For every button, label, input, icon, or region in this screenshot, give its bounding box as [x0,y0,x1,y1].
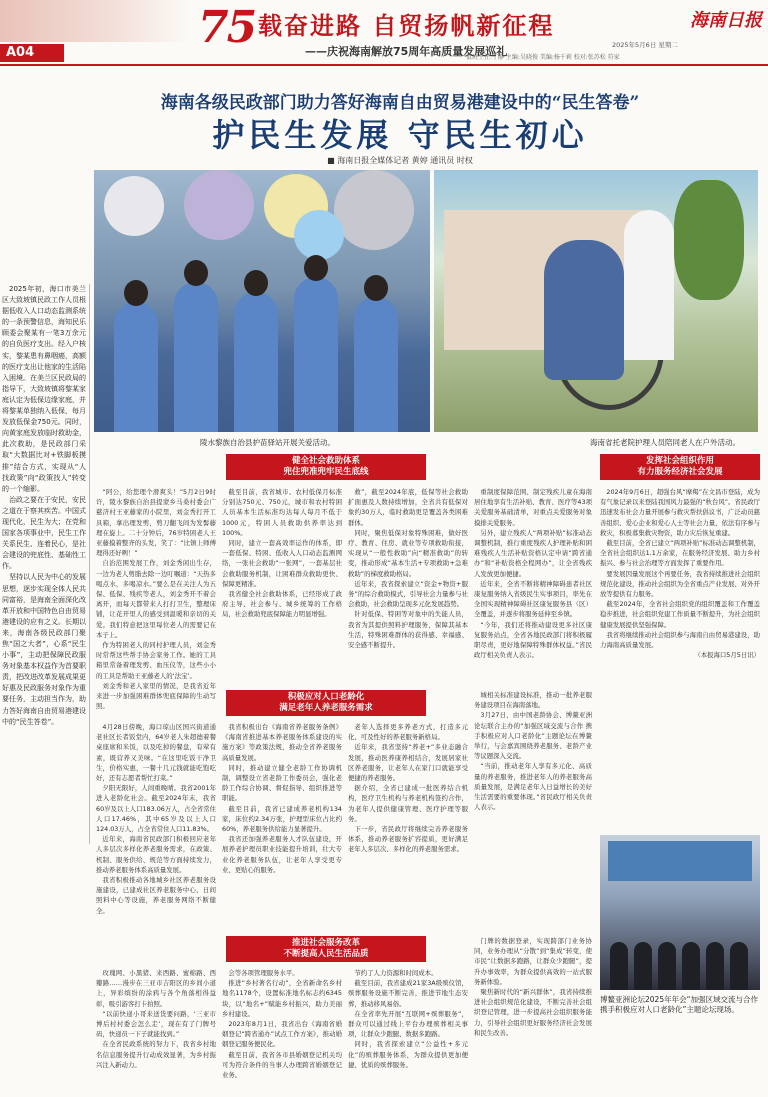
body-paragraph: 截至2024年，全省社会组织党的组织覆盖和工作覆盖稳步推进，社会组织党建工作质量不断提升，为社会组织健康发展提供坚强保障。 [600,600,760,629]
body-paragraph: 4月28日傍晚，海口琼山区国兴街道通老社区长者饭堂内，64岁老人朱超德着餐桌座席和米饭，以及吃掉的餐盘，有荤有素，既营养又美味。“在这里吃饭干净卫生，价格实惠，一餐十几元钱就能吃饱吃好，还有志愿者帮忙打菜。” [96,723,216,783]
body-paragraph: 同时，推动建立健全老龄工作协调机制，调整设立省老龄工作委员会，强化老龄工作综合协调、督促指导、组织推进等职能。 [222,763,342,803]
body-paragraph: 玫瑰网、小黑猪、来西路、蜜棉路、西瓣路……漫步在三亚市吉阳区的乡间小道上，异彩缤纷的涂鸦与各个角落相得益彰，吸引游客打卡拍照。 [96,969,216,1008]
body-paragraph: 聚焦新时代的“新兴群体”，我省持续推进社会组织规范化建设，不断完善社会组织登记管理，进一步提高社会组织服务能力，引导社会组织更好服务经济社会发展和民生改善。 [474,988,592,1037]
elderly-person-figure [544,240,624,380]
body-paragraph: 作为特困老人的同村护理人员，刘金秀时常帮这些帮手协会家务工作。她的工具箱里常备着理发剪、血压仪等，这些小小的工具是帮助王亚藤老人的‘法宝’。 [96,641,216,680]
body-paragraph: 救”，截至2024年底，低保等社会救助扩面惠及人数持续增加，全省共有低保对象约30万人，临时救助更是覆盖各类困难群体。 [348,488,468,527]
section-header-aging [226,690,426,716]
newspaper-logo: 海南日报 [690,10,762,31]
body-paragraph: 近年来，我省探索建立“资金+物资+服务”的综合救助模式，引导社会力量参与社会救助，社会救助呈现多元化发展趋势。 [348,579,468,609]
section-title: 积极应对人口老龄化 [287,692,365,702]
body-paragraph: 针对低保、特困等对象中的失能人员，我省为其提供照料护理服务，保障其基本生活，特殊困难群体的获得感、幸福感、安全感不断提升。 [348,610,468,650]
balloon [294,210,344,260]
body-paragraph: 在全省民政系统的努力下，我省乡村地名信息服务提升行动成效显著，为乡村振兴注入新动力。 [96,1040,216,1069]
photo-elderly-care [434,170,758,432]
body-paragraph: 刘金秀和老人家里的情况，是我省近年来进一步加强困难群体兜底保障的生动写照。 [96,681,216,711]
tree-shape [674,180,744,300]
body-paragraph: 要发展因量发展这个再要任务，我省持续推进社会组织规范化建设，推动社会组织为全省重点产业发展、对外开放等提供有力服务。 [600,569,760,599]
photo-forum [600,835,760,990]
editorial-staff: 值班主任:丁静 主编:吴晓俊 美编:杨千莉 校对:张苏松 符家 [466,54,620,61]
page-number: A04 [0,44,64,62]
column-divider [89,284,90,844]
lead-paragraph: 坚持以人民为中心的发展思想，逐步实现全体人民共同富裕，是海南全面深化改革开放和中国特色自由贸易港建设的应有之义。长期以来，海南各级民政部门聚焦“国之大者”，心系“民生小事”，主动把保障民政服务对象基本权益作为首要职责，把改进改革发展成果更好惠及民政服务对象作为重要任务，主动担当作为，助力答好海南自由贸易港建设中的“民生答卷”。 [2,573,86,726]
body-paragraph: 同时，我省探索建立“公益性+多元化”的殡葬服务体系，为群众提供更加便捷、优质的殡葬服务。 [348,1040,468,1069]
child-figure [114,302,158,432]
body-paragraph: 截至目前，我省已建成养老机构134家，床位约2.34万张，护理型床位占比约60%，养老服务供给能力显著提升。 [222,804,342,834]
article-byline: ■ 海南日报全媒体记者 黄婷 通讯员 时权 [327,156,473,165]
body-paragraph: 另外，建立残疾人“两项补贴”标准动态调整机制，推行重度残疾人护理补贴和困难残疾人生活补贴资格认定申请“跨省通办”和“补贴资格全程网办”，让全省残疾人发放更加便捷。 [474,528,592,578]
child-figure [174,282,218,432]
body-paragraph: 在全省率先开展“互联网+殡葬服务”，群众可以通过线上平台办理殡葬相关事项，让群众少跑腿、数据多跑路。 [348,1009,468,1039]
body-paragraph: 老年人选择更多养老方式，打造多元化、可及性好的养老服务新格局。 [348,723,468,742]
section-body [96,487,216,711]
section-title: 发挥社会组织作用 [645,456,714,466]
person-figure [730,942,748,990]
section-body [222,487,342,673]
child-figure [354,297,398,432]
person-figure [658,942,676,990]
body-paragraph: 门牌的数据登录，实现跨部门业务协同，业务办理从“分散”到“集成”转变，使市民“让数据多跑路，让群众少跑腿”，提升办事效率，为群众提供高效的一站式服务新体验。 [474,937,592,986]
body-paragraph: 同时，聚焦低保对象特殊困难，做好医疗、教育、住房、就业等专项救助衔接，实现从“一般性救助”向“精准救助”的转变，推动形成“基本生活+专项救助+急难救助”的梯度救助格局。 [348,528,468,578]
body-paragraph: “阿公，给您理个滑爽头！”5月2日9时许，陵水黎族自治县提蒙乡马桑村委会广慈济村王亚藤家的小院里，刘金秀打开工具箱，拿出理发剪，剪刀翻飞间为发髻藤理在旋上。二十分钟后，76岁特困老人王亚藤摸着整齐的头发，笑了：“比镇上师傅理得还好咧！” [96,488,216,558]
body-paragraph: 推进“乡村著名行动”，全省新命名乡村地名1178个，设置标准地名标志约6345块，以“地名+”赋能乡村振兴，助力美丽乡村建设。 [222,979,342,1018]
body-paragraph: 夕阳无限好，人间重晚晴。我省2001年进入老龄化社会。截至2024年末，我省60岁及以上人口183.06万人，占全省常住人口17.46%，其中65岁及以上人口124.03万人，占全省常住人口11.83%。 [96,784,216,834]
body-paragraph: 我省健全社会救助体系，已经形成了政府主导、社会参与、城乡统筹的工作格局，社会救助兜底保障能力明显增强。 [222,590,342,619]
body-paragraph: 近年来，海南省民政部门积极回应老年人多层次多样化养老服务需求，在政策、机制、服务供给、规范等方面持续发力，推动养老服务体系高质量发展。 [96,835,216,874]
photo-kids-balloons [94,170,430,432]
section-title: 健全社会救助体系 [291,456,360,466]
section-body [222,722,342,922]
body-paragraph: 我省积极出台《海南省养老服务条例》《海南省推进基本养老服务体系建设的实施方案》等政策法规，推动全省养老服务高质量发展。 [222,723,342,762]
page-banner [0,0,768,66]
banner-headline: 载奋进路 自贸扬帆新征程 [258,11,555,40]
body-paragraph: 近年来，全省不断将精神障碍患者社区康复服务纳入省级民生实事项目，率先在全国实现精神障碍社区康复服务县（区）全覆盖，并逐步将服务延伸至乡镇。 [474,579,592,619]
photo-caption-1: 陵水黎族自治县护苗驿站开展关爱活动。 [200,438,335,447]
caregiver-figure [624,210,674,360]
section-body [474,487,592,673]
section-title: 推进社会服务改革 [291,938,360,948]
balloon [104,176,164,236]
banner-decoration [0,0,190,42]
body-paragraph: “今年，我们还将推动建设更多社区康复服务站点，全省各地民政部门将积极履职尽责，更好地保障特殊群体权益。”省民政厅相关负责人表示。 [474,620,592,660]
body-paragraph: 截至目前，全省已建立“两项补贴”标准动态调整机制，全省社会组织达1.1万余家，在服务经济发展、助力乡村振兴、参与社会治理等方面发挥了重要作用。 [600,539,760,568]
body-paragraph: 下一步，省民政厅将继续完善养老服务体系，推动养老服务扩容提质，更好满足老年人多层次、多样化的养老服务需求。 [348,825,468,854]
section-subtitle: 兜住兜准兜牢民生底线 [283,467,369,477]
body-paragraph: 近年来，我省坚持“养老+”多业态融合发展，推动医养康养相结合，发展居家社区养老服务，让老年人在家门口就能享受便捷的养老服务。 [348,743,468,783]
section-header-social-assistance [226,454,426,480]
section-body [474,936,592,1092]
section-body [348,722,468,922]
body-paragraph: 截至目前，我省建成21家3A级殡仪馆，殡葬服务设施不断完善，推进节地生态安葬，推动移风易俗。 [348,979,468,1008]
balloon [184,170,254,240]
banner-subtitle: ——庆祝海南解放75周年高质量发展巡礼 [305,45,508,58]
body-paragraph: 会等各项管理服务水平。 [228,969,299,977]
article-kicker: 海南各级民政部门助力答好海南自由贸易港建设中的“民生答卷” [160,93,640,113]
dateline-note: （本报海口5月5日讯） [694,651,760,660]
section-header-social-organizations [600,454,760,480]
body-paragraph: 2023年8月1日，我省出台《海南省婚姻登记“跨省通办”试点工作方案》，推动婚姻登记服务便民化。 [222,1020,342,1049]
child-figure [234,292,278,432]
photo-caption-3: 博鳌亚洲论坛2025年年会“加强区域交流与合作 携手积极应对人口老龄化”主题论坛现场。 [600,995,758,1014]
section-body [96,968,216,1092]
body-paragraph: 节约了人力资源和时间成本。 [354,969,438,977]
person-figure [610,942,628,990]
body-paragraph: 2024年9月6日，超强台风“摩羯”在文昌市登陆，成为有气象记录以来登陆我国风力最强的“秋台风”。省民政厅迅速发布社会力量开展参与救灾帮扶倡议书，广泛动员慈善组织、爱心企业和爱心人士等社会力量，依法有序参与救灾，积极募集救灾物资，助力灾后恢复重建。 [600,488,760,537]
section-header-social-services [226,936,426,962]
stage-screen [608,841,752,881]
article-headline: 护民生发展 守民生初心 [212,116,588,154]
person-figure [634,942,652,990]
section-body [348,968,468,1092]
photo-caption-2: 海南省托老院护理人员陪同老人在户外活动。 [590,438,740,447]
body-paragraph: 截至目前，我省城市、农村低保月标准分别达750元、750元，城市和农村特困人员基本生活标准均达每人每月不低于1000元，特困人员救助供养率达到100%。 [222,488,342,537]
body-paragraph: 截至目前，我省各市县婚姻登记机关均可为符合条件的当事人办理跨省婚姻登记业务。 [222,1050,342,1080]
section-body [474,690,592,922]
body-paragraph: 我省积极推动各地城乡社区养老服务设施建设，已建成社区养老服务中心、日间照料中心等设施，养老服务网络不断健全。 [96,876,216,915]
section-body [348,487,468,673]
person-figure [706,942,724,990]
section-subtitle: 有力服务经济社会发展 [637,467,723,477]
body-paragraph: “以前快递小哥来送货要问路，‘三亚市博后村村委会怎么走’，现在有了门牌号码，快递员一下子就能找到。” [96,1009,216,1039]
body-paragraph: 自治范围发展工作，刘金秀闲出生存，一边为老人剪脂去除一边叮嘱道：“天热多喝点水，多喝凉水。”要么是在关注人为五保、低保、残疾等老人，刘金秀开不着会离开，而每天都带来人打打卫生，整理床铺，让花开里人的感受到温暖和亲切的关爱。我们特意把这里每位老人的需要记在本子上。 [96,559,216,639]
body-paragraph: 城相关标准建设标准，推动一批养老服务建设项目在海南落地。 [474,691,592,710]
person-figure [682,942,700,990]
body-paragraph: 3月27日，由中国老龄协会、博鳌亚洲论坛联合主办的“加强区域交流与合作 携手积极应对人口老龄化”主题论坛在博鳌举行，与会嘉宾围绕养老服务、老龄产业等议题深入交流。 [474,711,592,761]
section-body [222,968,342,1092]
lead-paragraph: 2025年初，海口市美兰区大致坡镇民政工作人员根据低收入人口动态监测系统的一条预警信息，海知民乐顾委会聚某有一笔3万余元的自负医疗支出。经入户核实，黎某患有鼻咽癌，高额的医疗支出让他家的生活陷入困境。在美兰区民政局的指导下，大致坡镇将黎某家庭认定为低保边缘家庭，并将黎某单独纳入低保，每月发放低保金750元。同时，向黄家庭发放临时救助金，此次救助，是民政部门采取“大数据比对+铁脚板摸排”结合方式，实现从“人找政策”向“政策找人”转变的一个缩影。 [2,285,86,493]
section-body [96,722,216,922]
child-figure [294,277,338,432]
balloon [334,170,414,250]
body-paragraph: 我省还加强养老服务人才队伍建设，开展养老护理员职业技能提升培训，壮大专业化养老服务队伍，让老年人享受更专业、更贴心的服务。 [222,835,342,874]
body-paragraph: 同时，建立一套高效率运作的体系，即一套低保、特困、低收入人口动态监测网络，一张社会救助“一张网”，一套基层社会救助服务机制，让困难群众救助更快、保障更精准。 [222,539,342,588]
section-subtitle: 不断提高人民生活品质 [283,949,369,959]
body-paragraph: 重制度保障范围、制定残疾儿童在海南居住地享有生活补贴、教育、医疗等43项关爱服务基础清单，对重点关爱服务对象摸排关爱服务。 [474,488,592,527]
lead-paragraph: 治政之要在于安民，安民之道在于察其疾苦。中国式现代化，民生为大；在党和国家各项事业中，民生工作关系民生、连着民心，是社会建设的兜底性、基础性工作。 [2,495,86,571]
body-paragraph: “当前，推动老年人享有多元化、高质量的养老服务，推进老年人的养老服务高质量发展，是满足老年人日益增长的美好生活需要的重要体现。”省民政厅相关负责人表示。 [474,762,592,812]
banner-number: 75 [198,2,256,53]
lead-column [2,284,86,728]
section-subtitle: 满足老年人养老服务需求 [279,703,373,713]
issue-date: 2025年5月6日 星期二 [612,41,678,49]
body-paragraph: 我省将继续推动社会组织参与海南自由贸易港建设，助力海南高质量发展。 [600,630,760,650]
body-paragraph: 据介绍，全省已建成一批医养结合机构，医疗卫生机构与养老机构签约合作，为老年人提供健康管理、医疗护理等服务。 [348,784,468,823]
section-body [600,487,760,829]
